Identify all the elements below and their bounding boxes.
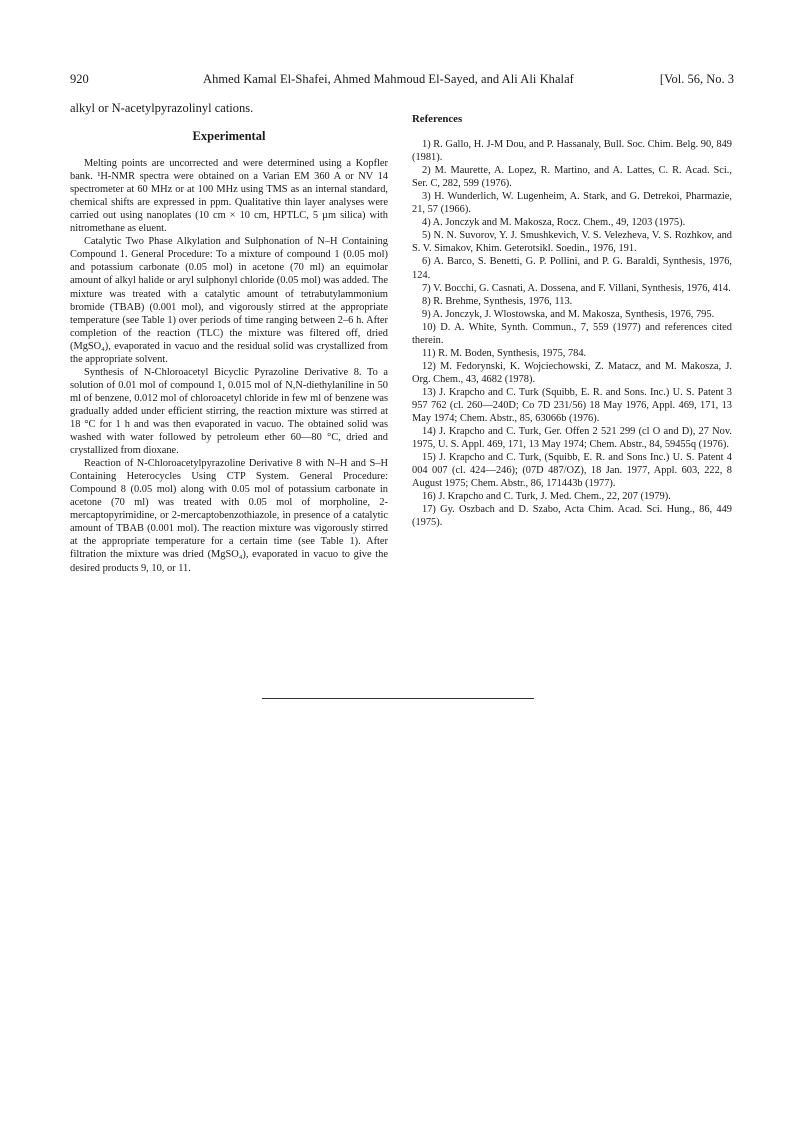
- reference-item: 3) H. Wunderlich, W. Lugenheim, A. Stark, and G. Detrekoi, Pharmazie, 21, 57 (1966).: [412, 191, 732, 216]
- header-authors: Ahmed Kamal El-Shafei, Ahmed Mahmoud El-Sayed, and Ali Ali Khalaf: [203, 72, 574, 86]
- reference-item: 12) M. Fedorynski, K. Wojciechowski, Z. Matacz, and M. Makosza, J. Org. Chem., 43, 4682 (1978).: [412, 360, 732, 385]
- end-rule: [262, 698, 534, 699]
- continued-text: alkyl or N-acetylpyrazolinyl cations.: [70, 101, 254, 115]
- reference-item: 11) R. M. Boden, Synthesis, 1975, 784.: [422, 347, 587, 359]
- header-volume: [Vol. 56, No. 3: [659, 72, 734, 86]
- reference-item: 8) R. Brehme, Synthesis, 1976, 113.: [422, 295, 573, 307]
- reference-item: 15) J. Krapcho and C. Turk, (Squibb, E. R. and Sons Inc.) U. S. Patent 4 004 007 (cl. 424—246); (07D 487/OZ), 18 Jan. 1977, Appl. 603, 222, 8 August 1975; Chem. Abstr., 86, 171443b (1977).: [412, 452, 732, 490]
- experimental-paragraph-3: Synthesis of N-Chloroacetyl Bicyclic Pyrazoline Derivative 8. To a solution of 0.01 mol of compound 1, 0.015 mol of N,N-diethylaniline in 50 ml of benzene, 0.012 mol of chloroacetyl chloride in few ml of benzene was gradually added under efficient stirring, the reaction mixture was stirred at 18 °C for 1 h and was then evaporated in vacuo. The obtained solid was washed with water followed by petroleum ether 60—80 °C, dried and crystallized from dioxane.: [70, 366, 388, 457]
- reference-item: 6) A. Barco, S. Benetti, G. P. Pollini, and P. G. Baraldi, Synthesis, 1976, 124.: [412, 256, 732, 281]
- experimental-heading: Experimental: [192, 129, 266, 143]
- right-column: [412, 113, 732, 529]
- reference-list: [412, 138, 732, 529]
- reference-item: 4) A. Jonczyk and M. Makosza, Rocz. Chem., 49, 1203 (1975).: [422, 217, 686, 229]
- reference-item: 10) D. A. White, Synth. Commun., 7, 559 (1977) and references cited therein.: [412, 321, 732, 346]
- reference-item: 7) V. Bocchi, G. Casnati, A. Dossena, and F. Villani, Synthesis, 1976, 414.: [422, 282, 731, 294]
- reference-item: 13) J. Krapcho and C. Turk (Squibb, E. R. and Sons. Inc.) U. S. Patent 3 957 762 (cl. 260—240D; Co 7D 231/56) 18 May 1976, Appl. 469, 171, 13 May 1974; Chem. Abstr., 85, 63066b (1976).: [412, 386, 732, 425]
- reference-item: 16) J. Krapcho and C. Turk, J. Med. Chem., 22, 207 (1979).: [422, 491, 671, 503]
- reference-item: 9) A. Jonczyk, J. Wlostowska, and M. Makosza, Synthesis, 1976, 795.: [422, 308, 715, 320]
- reference-item: 14) J. Krapcho and C. Turk, Ger. Offen 2 521 299 (cl O and D), 27 Nov. 1975, U. S. Appl. 469, 171, 13 May 1974; Chem. Abstr., 84, 59455q (1976).: [412, 426, 732, 451]
- references-heading: References: [412, 113, 463, 125]
- experimental-paragraph-1: Melting points are uncorrected and were determined using a Kopfler bank. ¹H-NMR spectra were obtained on a Varian EM 360 A or NV 14 spectrometer at 60 MHz or at 100 MHz using TMS as an internal standard, chemical shifts are expressed in ppm. Qualitative thin layer analyses were carried out using nanoplates (10 cm × 10 cm, HPTLC, 5 µm silica) with nitromethane as eluent.: [70, 158, 388, 235]
- running-header: [70, 72, 734, 90]
- experimental-paragraph-2: Catalytic Two Phase Alkylation and Sulphonation of N–H Containing Compound 1. General Procedure: To a mixture of compound 1 (0.05 mol) and potassium carbonate (0.05 mol) in acetone (70 ml) an equimolar amount of alkyl halide or aryl sulphonyl chloride (0.05 mol) was added. The mixture was treated with a catalytic amount of tetrabutylammonium bromide (TBAB) (0.001 mol), and vigorously stirred at the appropriate temperature (see Table 1) over periods of time ranging between 2–6 h. After completion of the reaction (TLC) the mixture was filtered off, dried (MgSO₄), evaporated in vacuo and the residual solid was crystallized from the appropriate solvent.: [70, 236, 388, 365]
- reference-item: 1) R. Gallo, H. J-M Dou, and P. Hassanaly, Bull. Soc. Chim. Belg. 90, 849 (1981).: [412, 139, 732, 164]
- reference-item: 2) M. Maurette, A. Lopez, R. Martino, and A. Lattes, C. R. Acad. Sci., Ser. C, 282, 599 (1976).: [412, 165, 732, 190]
- reference-item: 17) Gy. Oszbach and D. Szabo, Acta Chim. Acad. Sci. Hung., 86, 449 (1975).: [412, 504, 732, 529]
- left-column: [70, 101, 388, 575]
- reference-item: 5) N. N. Suvorov, Y. J. Smushkevich, V. S. Velezheva, V. S. Rozhkov, and S. V. Simakov, Khim. Geterotsikl. Soedin., 1976, 191.: [412, 230, 732, 255]
- experimental-paragraph-4: Reaction of N-Chloroacetylpyrazoline Derivative 8 with N–H and S–H Containing Heterocycles Using CTP System. General Procedure: Compound 8 (0.05 mol) along with 0.05 mol of potassium carbonate in acetone (70 ml) was treated with 0.05 mol of morpholine, 2-mercaptopyrimidine, or 2-mercaptobenzothiazole, in presence of a catalytic amount of TBAB (0.001 mol). The reaction mixture was vigorously stirred at the appropriate temperature for a certain time (see Table 1). After filtration the mixture was dried (MgSO₄), evaporated in vacuo to give the desired products 9, 10, or 11.: [70, 458, 388, 574]
- page-number: 920: [70, 72, 89, 86]
